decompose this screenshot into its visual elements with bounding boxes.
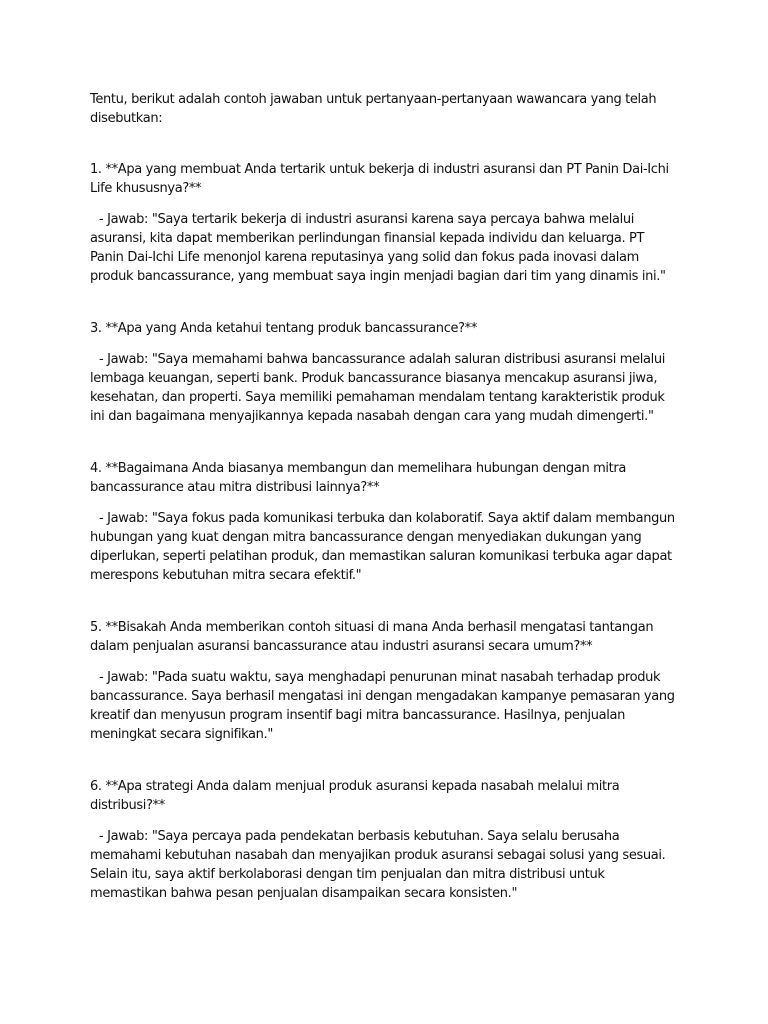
question-text: 6. **Apa strategi Anda dalam menjual produk asuransi kepada nasabah melalui mitra distribusi?** [90,779,620,813]
answer-text: - Jawab: "Saya memahami bahwa bancassurance adalah saluran distribusi asuransi melalui lembaga keuangan, seperti bank. Produk bancassurance biasanya mencakup asuransi jiwa, kesehatan, dan properti. Saya memiliki pemahaman mendalam tentang karakteristik produk ini dan bagaimana menyajikannya kepada nasabah dengan cara yang mudah dimengerti." [90,352,666,424]
question-text: 4. **Bagaimana Anda biasanya membangun dan memelihara hubungan dengan mitra bancassurance atau mitra distribusi lainnya?** [90,461,627,495]
qa-item-6 [90,777,680,903]
question-text: 3. **Apa yang Anda ketahui tentang produk bancassurance?** [90,321,477,336]
question-text: 1. **Apa yang membuat Anda tertarik untuk bekerja di industri asuransi dan PT Panin Dai-Ichi Life khususnya?** [90,162,669,196]
qa-item-3 [90,319,680,426]
qa-item-4 [90,459,680,585]
document-page [90,90,680,936]
qa-item-1 [90,160,680,286]
intro-paragraph: Tentu, berikut adalah contoh jawaban untuk pertanyaan-pertanyaan wawancara yang telah disebutkan: [90,92,657,126]
answer-text: - Jawab: "Pada suatu waktu, saya menghadapi penurunan minat nasabah terhadap produk bancassurance. Saya berhasil mengatasi ini dengan mengadakan kampanye pemasaran yang kreatif dan menyusun program insentif bagi mitra bancassurance. Hasilnya, penjualan meningkat secara signifikan." [90,670,675,742]
qa-item-5 [90,618,680,744]
answer-text: - Jawab: "Saya tertarik bekerja di industri asuransi karena saya percaya bahwa melalui asuransi, kita dapat memberikan perlindungan finansial kepada individu dan keluarga. PT Panin Dai-Ichi Life menonjol karena reputasinya yang solid dan fokus pada inovasi dalam produk bancassurance, yang membuat saya ingin menjadi bagian dari tim yang dinamis ini." [90,212,666,284]
question-text: 5. **Bisakah Anda memberikan contoh situasi di mana Anda berhasil mengatasi tantangan dalam penjualan asuransi bancassurance atau industri asuransi secara umum?** [90,620,654,654]
answer-text: - Jawab: "Saya percaya pada pendekatan berbasis kebutuhan. Saya selalu berusaha memahami kebutuhan nasabah dan menyajikan produk asuransi sebagai solusi yang sesuai. Selain itu, saya aktif berkolaborasi dengan tim penjualan dan mitra distribusi untuk memastikan bahwa pesan penjualan disampaikan secara konsisten." [90,829,666,901]
answer-text: - Jawab: "Saya fokus pada komunikasi terbuka dan kolaboratif. Saya aktif dalam membangun hubungan yang kuat dengan mitra bancassurance dengan menyediakan dukungan yang diperlukan, seperti pelatihan produk, dan memastikan saluran komunikasi terbuka agar dapat merespons kebutuhan mitra secara efektif." [90,511,675,583]
